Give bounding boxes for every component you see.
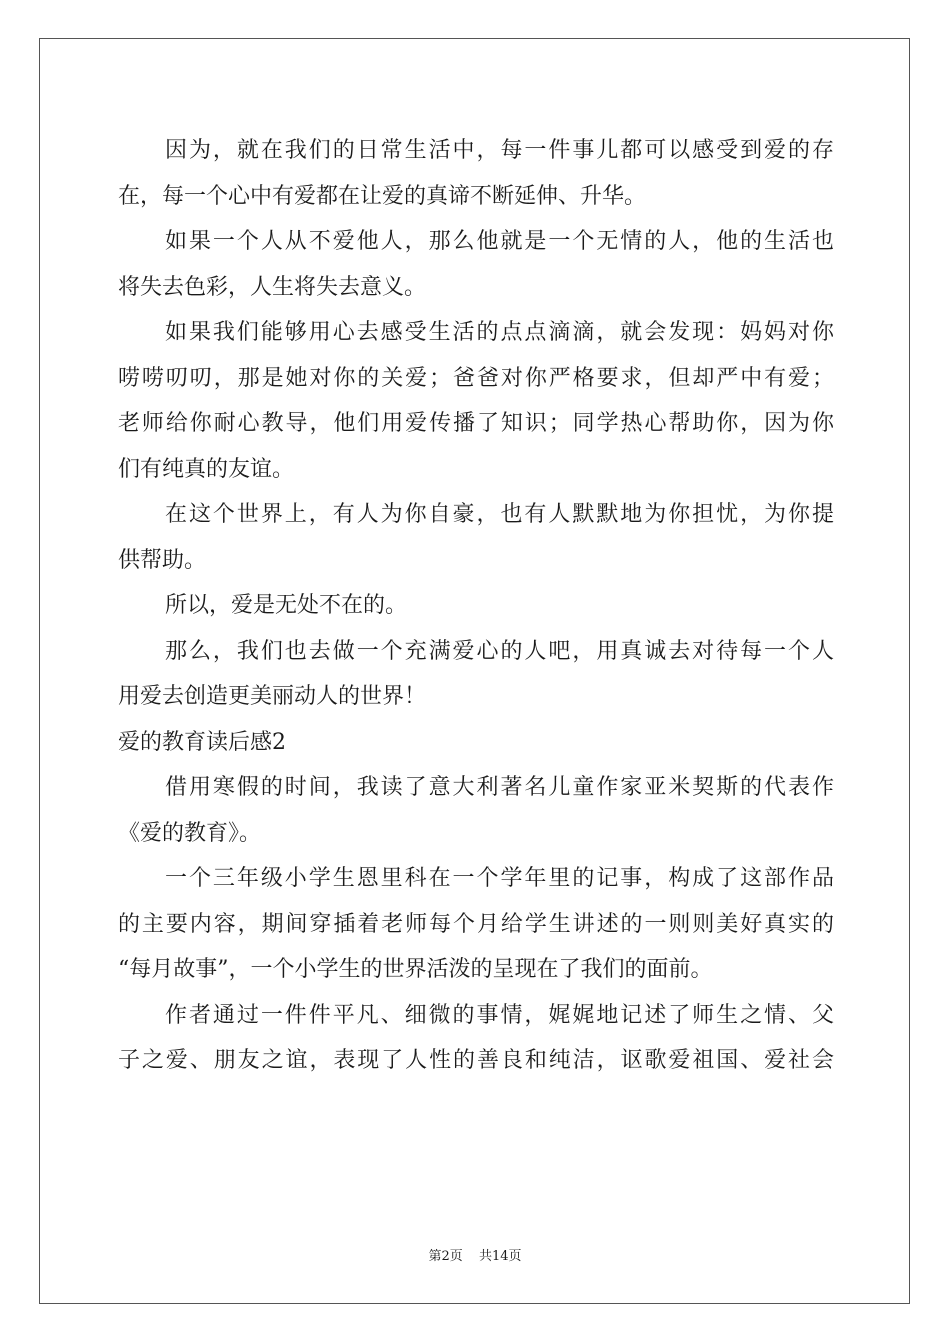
text-line: 老师给你耐心教导，他们用爱传播了知识；同学热心帮助你，因为你 (118, 411, 834, 436)
text-line: 的主要内容，期间穿插着老师每个月给学生讲述的一则则美好真实的 (118, 911, 834, 937)
text-line: 在这个世界上，有人为你自豪，也有人默默地为你担忧，为你提 (165, 502, 834, 527)
text-line: 将失去色彩，人生将失去意义。 (118, 274, 427, 300)
page-number: 第2页 (428, 1249, 463, 1264)
text-line: 因为，就在我们的日常生活中，每一件事儿都可以感受到爱的存 (165, 138, 834, 163)
text-line: 一个三年级小学生恩里科在一个学年里的记事，构成了这部作品 (165, 866, 834, 891)
text-line: 作者通过一件件平凡、细微的事情，娓娓地记述了师生之情、父 (165, 1002, 834, 1028)
page-total: 共14页 (478, 1249, 522, 1264)
text-line: 那么，我们也去做一个充满爱心的人吧，用真诚去对待每一个人 (165, 638, 834, 664)
document-body (118, 128, 834, 1084)
text-line: 唠唠叨叨，那是她对你的关爱；爸爸对你严格要求，但却严中有爱； (118, 365, 834, 391)
text-line: 所以，爱是无处不在的。 (165, 593, 408, 618)
section-heading: 爱的教育读后感2 (118, 729, 286, 755)
text-line: 供帮助。 (118, 547, 207, 573)
text-line: 们有纯真的友谊。 (118, 456, 295, 482)
text-line: 如果一个人从不爱他人，那么他就是一个无情的人，他的生活也 (165, 229, 834, 254)
text-line: 子之爱、朋友之谊，表现了人性的善良和纯洁，讴歌爱祖国、爱社会 (118, 1048, 834, 1073)
text-line: 用爱去创造更美丽动人的世界！ (118, 684, 427, 709)
text-line: 如果我们能够用心去感受生活的点点滴滴，就会发现：妈妈对你 (165, 320, 834, 345)
text-line: “每月故事”，一个小学生的世界活泼的呈现在了我们的面前。 (118, 957, 713, 982)
text-line: 《爱的教育》。 (118, 820, 262, 846)
text-line: 借用寒假的时间，我读了意大利著名儿童作家亚米契斯的代表作 (165, 775, 834, 800)
page-footer (0, 1245, 950, 1264)
text-line: 在，每一个心中有爱都在让爱的真谛不断延伸、升华。 (118, 183, 647, 209)
